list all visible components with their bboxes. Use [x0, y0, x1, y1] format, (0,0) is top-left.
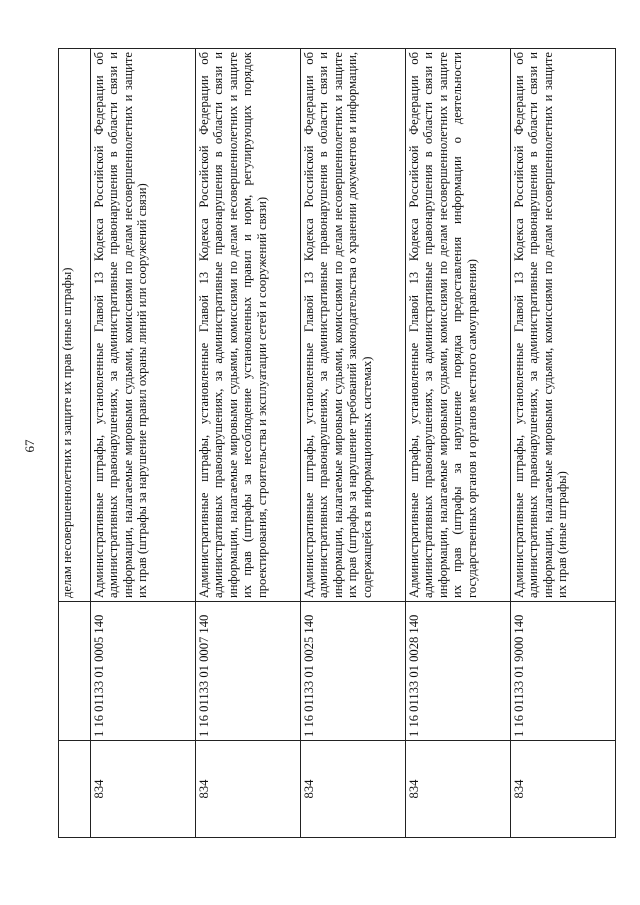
page-number: 67 [22, 439, 37, 453]
admin-code-cell: 834 [301, 741, 406, 838]
admin-code-cell: 834 [511, 741, 616, 838]
description-cell: Административные штрафы, установленные Главой 13 Кодекса Российской Федерации об административных правонарушениях, за административные правонарушения в области связи и информации, налагаемые мировыми судьями, комиссиями по делам несовершеннолетних и защите их прав (штрафы за нарушение требований законодательства о хранении документов и информации, содержащейся в информационных системах) [301, 49, 406, 602]
kbk-code-cell: 1 16 01133 01 0005 140 [91, 602, 196, 741]
admin-code-cell: 834 [91, 741, 196, 838]
document-body [58, 48, 613, 838]
description-cell: Административные штрафы, установленные Главой 13 Кодекса Российской Федерации об административных правонарушениях, за административные правонарушения в области связи и информации, налагаемые мировыми судьями, комиссиями по делам несовершеннолетних и защите их прав (штрафы за нарушение правил охраны линий или сооружений связи) [91, 49, 196, 602]
table-row [511, 49, 616, 838]
kbk-code-cell: 1 16 01133 01 0028 140 [406, 602, 511, 741]
description-cell: Административные штрафы, установленные Главой 13 Кодекса Российской Федерации об административных правонарушениях, за административные правонарушения в области связи и информации, налагаемые мировыми судьями, комиссиями по делам несовершеннолетних и защите их прав (иные штрафы) [511, 49, 616, 602]
admin-code-cell: 834 [406, 741, 511, 838]
kbk-code-cell: 1 16 01133 01 0025 140 [301, 602, 406, 741]
kbk-code-cell: 1 16 01133 01 0007 140 [196, 602, 301, 741]
table-row-continuation [59, 49, 91, 838]
table-row [91, 49, 196, 838]
kbk-code-cell [59, 602, 91, 741]
admin-code-cell [59, 741, 91, 838]
admin-code-cell: 834 [196, 741, 301, 838]
description-cell: Административные штрафы, установленные Главой 13 Кодекса Российской Федерации об административных правонарушениях, за административные правонарушения в области связи и информации, налагаемые мировыми судьями, комиссиями по делам несовершеннолетних и защите их прав (штрафы за несоблюдение установленных правил и норм, регулирующих порядок проектирования, строительства и эксплуатации сетей и сооружений связи) [196, 49, 301, 602]
kbk-code-cell: 1 16 01133 01 9000 140 [511, 602, 616, 741]
description-cell: Административные штрафы, установленные Главой 13 Кодекса Российской Федерации об административных правонарушениях, за административные правонарушения в области связи и информации, налагаемые мировыми судьями, комиссиями по делам несовершеннолетних и защите их прав (штрафы за нарушение порядка предоставления информации о деятельности государственных органов и органов местного самоуправления) [406, 49, 511, 602]
table-row [301, 49, 406, 838]
description-cell: делам несовершеннолетних и защите их прав (иные штрафы) [59, 49, 91, 602]
table-row [196, 49, 301, 838]
table-row [406, 49, 511, 838]
fines-table [58, 48, 616, 838]
